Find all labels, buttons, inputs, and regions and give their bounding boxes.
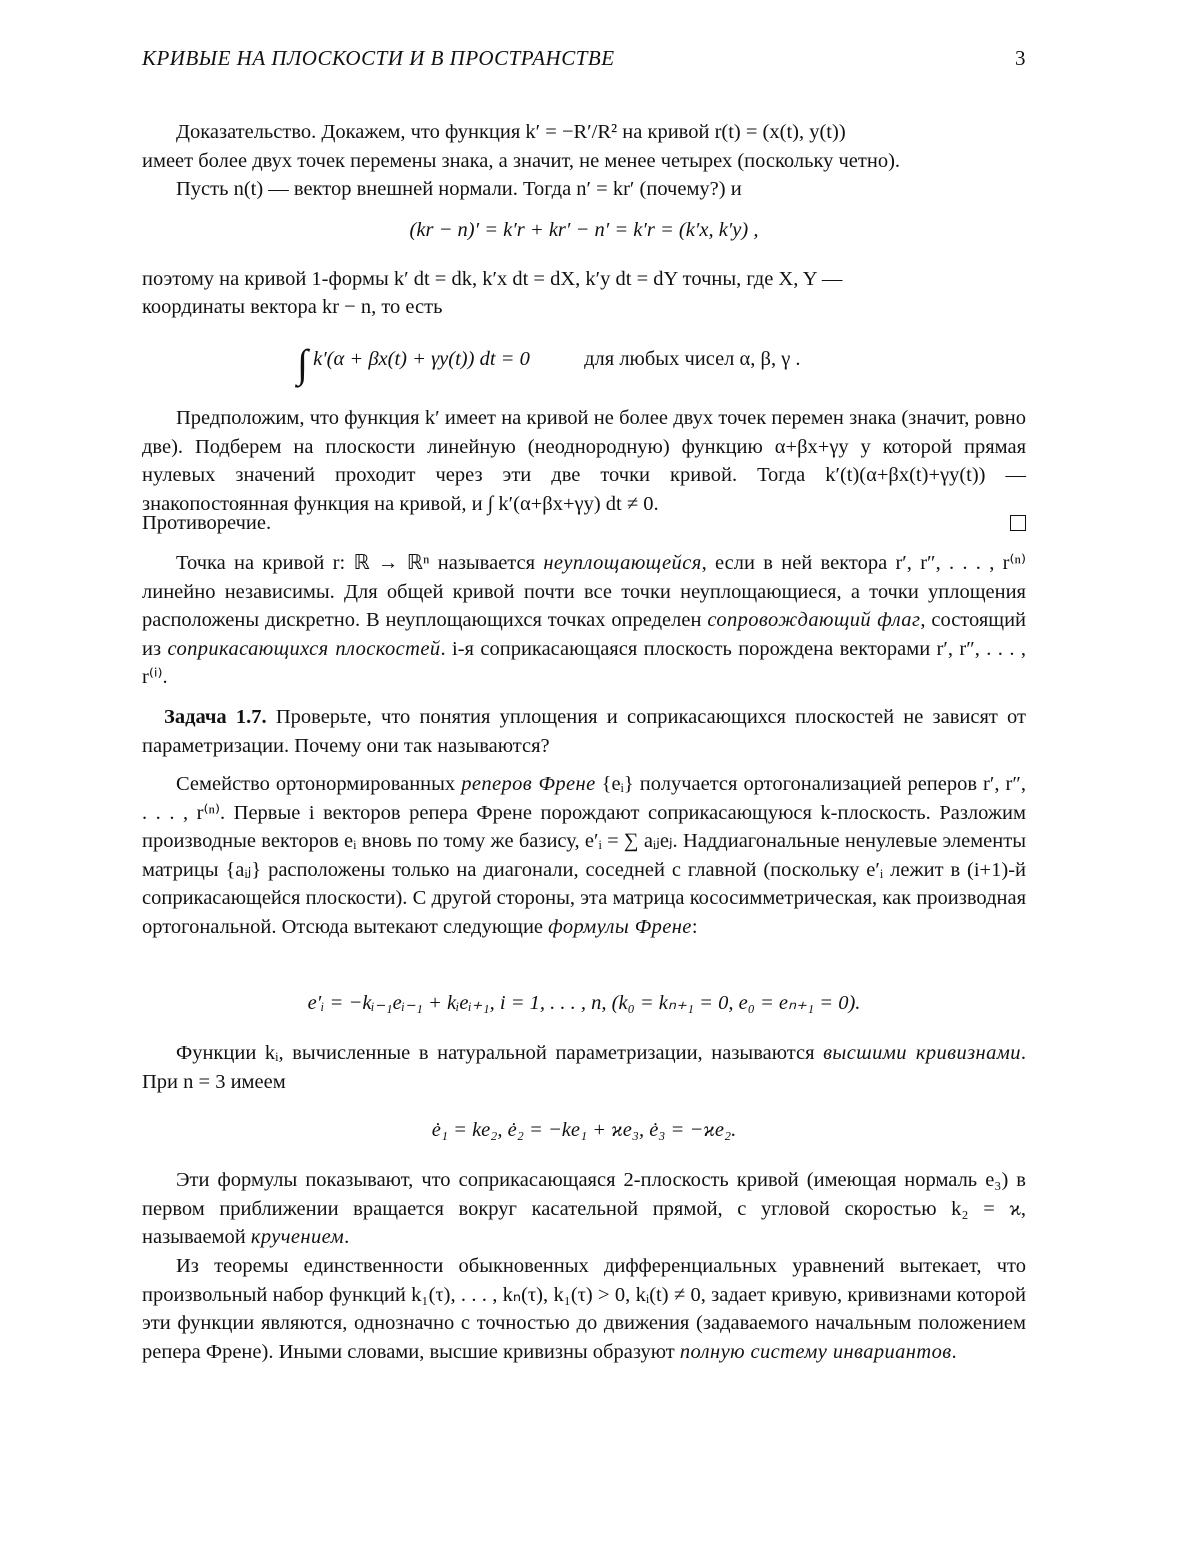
text: , состоящий из — [142, 609, 1027, 660]
paragraph-invariants — [142, 1252, 1026, 1366]
text: Семейство ортонормированных — [176, 773, 462, 795]
text: , если в ней вектора r′, r″, . . . , r⁽ⁿ⁾ линейно независимы. Для общей кривой почти все точки неуплощающиеся, а точки уплощения расположены дискретно. В неуплощающихся точках определен — [142, 552, 1026, 632]
text: . — [951, 1340, 957, 1363]
header-title: КРИВЫЕ НА ПЛОСКОСТИ И В ПРОСТРАНСТВЕ — [142, 46, 615, 70]
running-header — [142, 46, 1026, 76]
text: . — [344, 1226, 350, 1249]
text: Точка на кривой r: ℝ → ℝⁿ называется — [176, 552, 544, 574]
term-frenet-frames: реперов Френе — [461, 773, 596, 795]
paragraph-frenet-frames — [142, 770, 1026, 942]
proof-line-3: Пусть n(t) — вектор внешней нормали. Тогда n′ = kr′ (почему?) и — [176, 178, 742, 200]
task-text: Проверьте, что понятия уплощения и соприкасающихся плоскостей не зависят от параметризации. Почему они так называются? — [142, 706, 1026, 757]
proof-conclusion: Противоречие. — [142, 512, 272, 534]
term-accompanying-flag: сопровождающий флаг — [707, 609, 921, 632]
term-nonflattening: неуплощающейся — [543, 552, 702, 574]
proof-line-1: Доказательство. Докажем, что функция k′ = −R′/R² на кривой r(t) = (x(t), y(t)) — [176, 121, 846, 143]
integral-sign: ∫ — [297, 341, 308, 386]
text: . i-я соприкасающаяся плоскость порождена векторами r′, r″, . . . , r⁽ⁱ⁾. — [142, 637, 1026, 689]
text: Функции kᵢ, вычисленные в натуральной параметризации, называются — [176, 1042, 824, 1064]
term-frenet-formulas: формулы Френе — [548, 915, 692, 938]
text: . При n = 3 имеем — [142, 1042, 1026, 1093]
proof-paragraph-2: Предположим, что функция k′ имеет на кривой не более двух точек перемен знака (значит, ровно две). Подберем на плоскости линейную (неоднородную) функцию α+βx+γy у которой прямая нулевых значений проходит через эти две точки кривой. Тогда k′(t)(α+βx(t)+γy(t)) — знакопостоянная функция на кривой, и ∫ k′(α+βx+γy) dt ≠ 0. — [142, 407, 1026, 515]
proof-line-5: координаты вектора kr − n, то есть — [142, 296, 443, 318]
equation-frenet: e′ᵢ = −kᵢ₋₁eᵢ₋₁ + kᵢeᵢ₊₁, i = 1, . . . , n, (k₀ = kₙ₊₁ = 0, e₀ = eₙ₊₁ = 0). — [307, 992, 861, 1014]
equation-n3: ė₁ = ke₂, ė₂ = −ke₁ + ϰe₃, ė₃ = −ϰe₂. — [431, 1119, 737, 1141]
paragraph-higher-curvatures — [142, 1039, 1026, 1096]
equation-2-lhs: k′(α + βx(t) + γy(t)) dt = 0 — [313, 348, 530, 370]
term-osculating-planes: соприкасающихся плоскостей — [167, 637, 441, 660]
page-number: 3 — [1015, 46, 1026, 70]
task-label: Задача 1.7. — [164, 706, 267, 728]
task-1-7 — [142, 703, 1026, 760]
term-torsion: кручением — [250, 1226, 345, 1249]
paragraph-torsion — [142, 1166, 1026, 1252]
equation-2 — [297, 340, 801, 387]
text: : — [691, 915, 698, 938]
equation-2-rhs: для любых чисел α, β, γ . — [584, 348, 801, 370]
text: Из теоремы единственности обыкновенных дифференциальных уравнений вытекает, что произвольный набор функций k₁(τ), . . . , kₙ(τ), k₁(τ) > 0, kᵢ(t) ≠ 0, задает кривую, кривизнами которой эти функции являются, однозначно с точностью до движения (задаваемого начальным положением репера Френе). Иными словами, высшие кривизны образуют — [142, 1255, 1026, 1363]
term-higher-curvatures: высшими кривизнами — [823, 1042, 1021, 1064]
equation-1: (kr − n)′ = k′r + kr′ − n′ = k′r = (k′x, k′y) , — [409, 219, 759, 241]
text: {eᵢ} получается ортогонализацией реперов r′, r″, . . . , r⁽ⁿ⁾. Первые i векторов репера Френе порождают соприкасающуюся k-плоскость. Разложим производные векторов eᵢ вновь по тому же базису, e′ᵢ = ∑ aᵢⱼeⱼ. Наддиагональные ненулевые элементы матрицы {aᵢⱼ} расположены только на диагонали, соседней с главной (поскольку e′ᵢ лежит в (i+1)-й соприкасающейся плоскости). С другой стороны, эта матрица кососимметрическая, как производная ортогональной. Отсюда вытекают следующие — [142, 773, 1026, 938]
proof-line-2: имеет более двух точек перемены знака, а значит, не менее четырех (поскольку четно). — [142, 150, 901, 172]
qed-square — [1010, 515, 1026, 531]
text: Эти формулы показывают, что соприкасающаяся 2-плоскость кривой (имеющая нормаль e₃) в первом приближении вращается вокруг касательной прямой, с угловой скоростью k₂ = ϰ, называемой — [142, 1169, 1026, 1249]
paragraph-nonflattening — [142, 549, 1026, 692]
proof-line-4: поэтому на кривой 1-формы k′ dt = dk, k′x dt = dX, k′y dt = dY точны, где X, Y — — [142, 268, 843, 290]
term-complete-invariants: полную систему инвариантов — [679, 1340, 952, 1363]
